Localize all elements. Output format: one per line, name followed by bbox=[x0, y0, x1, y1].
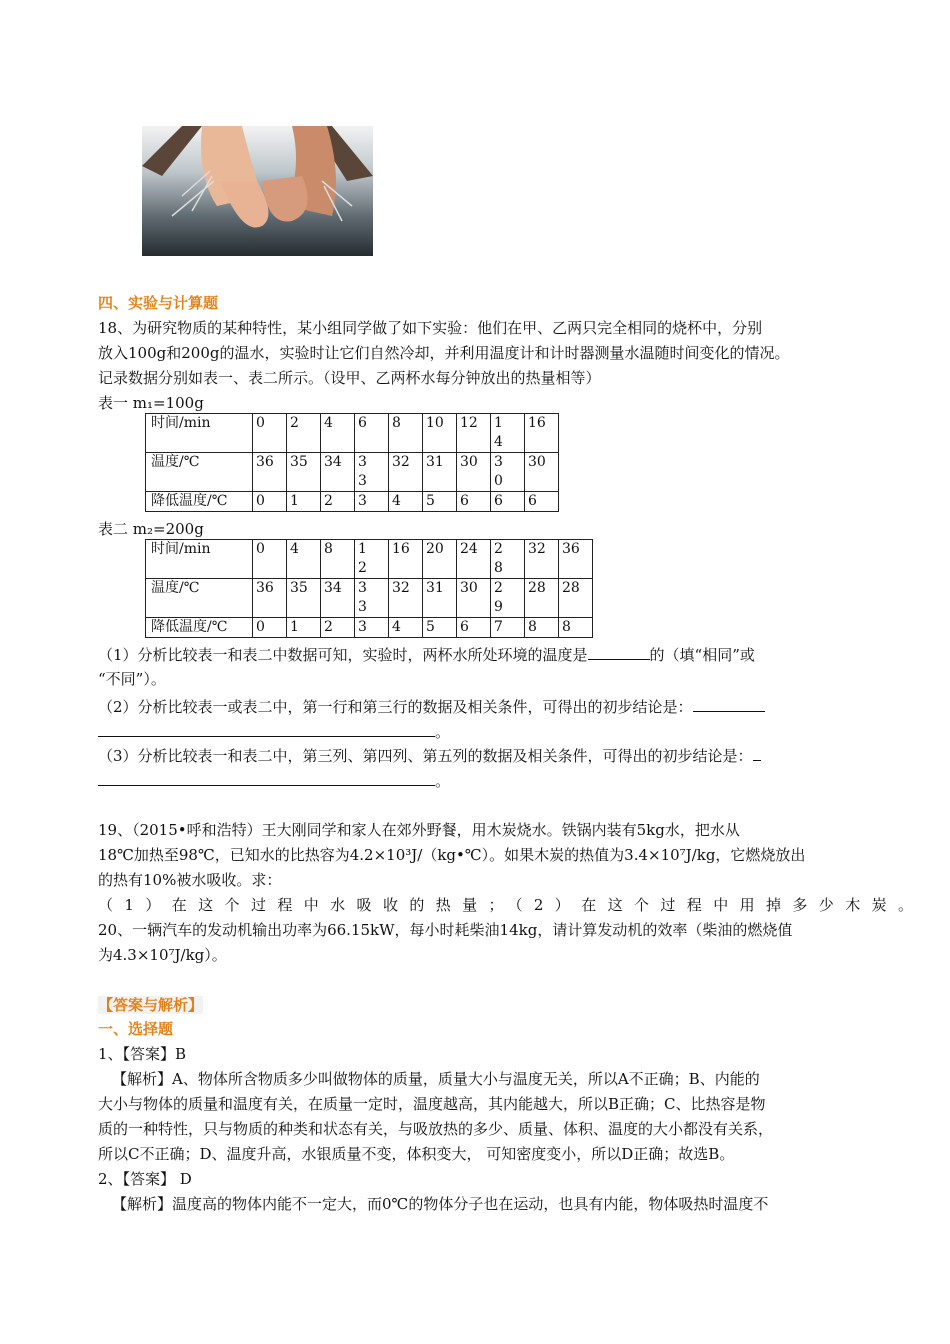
table-cell: 5 bbox=[423, 492, 457, 512]
table-cell: 16 bbox=[389, 540, 423, 579]
table-cell: 7 bbox=[491, 618, 525, 638]
answer-1-text: 所以C不正确；D、温度升高，水银质量不变，体积变大， 可知密度变小，所以D正确；故选B。 bbox=[98, 1145, 735, 1163]
table-cell: 1 bbox=[287, 492, 321, 512]
table-row bbox=[146, 579, 593, 618]
table-cell: 3 3 bbox=[355, 579, 389, 618]
q18-sub2 bbox=[98, 721, 450, 742]
answer-blank[interactable] bbox=[98, 721, 435, 737]
table-cell: 6 bbox=[457, 492, 491, 512]
table-cell: 16 bbox=[525, 414, 559, 453]
table-cell: 10 bbox=[423, 414, 457, 453]
row-label: 温度/℃ bbox=[146, 453, 253, 492]
table-cell: 2 bbox=[321, 492, 355, 512]
table-cell: 4 bbox=[389, 492, 423, 512]
table-row bbox=[146, 492, 559, 512]
data-table-1 bbox=[145, 413, 559, 512]
table-cell: 36 bbox=[253, 579, 287, 618]
sub1-text: 的（填“相同”或 bbox=[649, 646, 755, 664]
table-cell: 1 bbox=[287, 618, 321, 638]
table-cell: 32 bbox=[389, 453, 423, 492]
hands-photo bbox=[142, 126, 373, 256]
answer-1-text: 【解析】A、物体所含物质多少叫做物体的质量，质量大小与温度无关，所以A不正确；B、内能的 bbox=[112, 1070, 760, 1088]
table1-caption: 表一 m₁=100g bbox=[98, 394, 204, 412]
answers-heading: 【答案与解析】 bbox=[98, 996, 204, 1014]
table2-caption: 表二 m₂=200g bbox=[98, 520, 204, 538]
answer-blank[interactable] bbox=[693, 696, 765, 712]
choice-heading: 一、选择题 bbox=[98, 1020, 174, 1038]
answer-blank[interactable] bbox=[98, 770, 435, 786]
table-cell: 8 bbox=[389, 414, 423, 453]
table-cell: 28 bbox=[559, 579, 593, 618]
q19-text: 的热有10%被水吸收。求： bbox=[98, 871, 282, 889]
sub3-text: （3）分析比较表一和表二中，第三列、第四列、第五列的数据及相关条件，可得出的初步结论是： bbox=[98, 747, 753, 765]
q18-sub2 bbox=[98, 696, 765, 717]
table-cell: 6 bbox=[491, 492, 525, 512]
table-cell: 2 9 bbox=[491, 579, 525, 618]
answer-2-text: 【解析】温度高的物体内能不一定大，而0℃的物体分子也在运动，也具有内能，物体吸热时温度不 bbox=[112, 1195, 769, 1213]
table-cell: 6 bbox=[525, 492, 559, 512]
row-label: 降低温度/℃ bbox=[146, 492, 253, 512]
q19-text: 19、（2015•呼和浩特）王大刚同学和家人在郊外野餐，用木炭烧水。铁锅内装有5kg水，把水从 bbox=[98, 821, 740, 839]
table-cell: 35 bbox=[287, 453, 321, 492]
table-cell: 2 bbox=[287, 414, 321, 453]
table-cell: 5 bbox=[423, 618, 457, 638]
table-cell: 3 bbox=[355, 492, 389, 512]
table-cell: 4 bbox=[321, 414, 355, 453]
table-cell: 8 bbox=[559, 618, 593, 638]
table-cell: 12 bbox=[457, 414, 491, 453]
answer-1-head: 1、【答案】B bbox=[98, 1045, 187, 1063]
answer-blank[interactable] bbox=[753, 745, 761, 761]
table-cell: 0 bbox=[253, 618, 287, 638]
table-cell: 3 0 bbox=[491, 453, 525, 492]
row-label: 降低温度/℃ bbox=[146, 618, 253, 638]
table-cell: 1 2 bbox=[355, 540, 389, 579]
q19-text: （1）在这个过程中水吸收的热量；（2）在这个过程中用掉多少木炭。 bbox=[98, 896, 925, 914]
q18-sub3 bbox=[98, 770, 450, 791]
data-table-2 bbox=[145, 539, 593, 638]
q18-sub1 bbox=[98, 644, 755, 665]
q20-text: 20、一辆汽车的发动机输出功率为66.15kW，每小时耗柴油14kg，请计算发动机的效率（柴油的燃烧值 bbox=[98, 921, 793, 939]
q18-sub3 bbox=[98, 745, 761, 766]
table-cell: 30 bbox=[457, 453, 491, 492]
table-cell: 0 bbox=[253, 414, 287, 453]
table-cell: 3 3 bbox=[355, 453, 389, 492]
table-cell: 6 bbox=[355, 414, 389, 453]
table-cell: 8 bbox=[321, 540, 355, 579]
q18-text: 记录数据分别如表一、表二所示。（设甲、乙两杯水每分钟放出的热量相等） bbox=[98, 369, 601, 387]
answer-1-text: 质的一种特性，只与物质的种类和状态有关，与吸放热的多少、质量、体积、温度的大小都没有关系， bbox=[98, 1120, 774, 1138]
table-cell: 31 bbox=[423, 579, 457, 618]
table-cell: 36 bbox=[253, 453, 287, 492]
sub2-end: 。 bbox=[435, 723, 451, 741]
table-cell: 4 bbox=[287, 540, 321, 579]
table-cell: 36 bbox=[559, 540, 593, 579]
table-cell: 32 bbox=[389, 579, 423, 618]
answer-2-head: 2、【答案】 D bbox=[98, 1170, 192, 1188]
table-cell: 8 bbox=[525, 618, 559, 638]
table-row bbox=[146, 414, 559, 453]
table-cell: 32 bbox=[525, 540, 559, 579]
table-cell: 0 bbox=[253, 492, 287, 512]
table-cell: 34 bbox=[321, 453, 355, 492]
table-cell: 2 8 bbox=[491, 540, 525, 579]
answer-1-text: 大小与物体的质量和温度有关，在质量一定时，温度越高，其内能越大，所以B正确；C、比热容是物 bbox=[98, 1095, 766, 1113]
row-label: 温度/℃ bbox=[146, 579, 253, 618]
table-cell: 30 bbox=[457, 579, 491, 618]
q18-text: 放入100g和200g的温水，实验时让它们自然冷却，并利用温度计和计时器测量水温随时间变化的情况。 bbox=[98, 344, 790, 362]
table-cell: 34 bbox=[321, 579, 355, 618]
table-row bbox=[146, 618, 593, 638]
table-cell: 2 bbox=[321, 618, 355, 638]
answer-blank[interactable] bbox=[588, 644, 650, 660]
table-row bbox=[146, 540, 593, 579]
table-cell: 30 bbox=[525, 453, 559, 492]
table-cell: 28 bbox=[525, 579, 559, 618]
table-cell: 24 bbox=[457, 540, 491, 579]
q18-text: 18、为研究物质的某种特性，某小组同学做了如下实验：他们在甲、乙两只完全相同的烧杯中，分别 bbox=[98, 319, 763, 337]
section-heading: 四、实验与计算题 bbox=[98, 294, 219, 312]
sub1-text: （1）分析比较表一和表二中数据可知，实验时，两杯水所处环境的温度是 bbox=[98, 646, 588, 664]
table-cell: 35 bbox=[287, 579, 321, 618]
table-cell: 4 bbox=[389, 618, 423, 638]
table-cell: 3 bbox=[355, 618, 389, 638]
table-row bbox=[146, 453, 559, 492]
row-label: 时间/min bbox=[146, 414, 253, 453]
table-cell: 0 bbox=[253, 540, 287, 579]
q19-text: 18℃加热至98℃，已知水的比热容为4.2×10³J/（kg•℃）。如果木炭的热值为3.4×10⁷J/kg，它燃烧放出 bbox=[98, 846, 806, 864]
table-cell: 31 bbox=[423, 453, 457, 492]
q18-sub1: “不同”）。 bbox=[98, 670, 166, 688]
table-cell: 20 bbox=[423, 540, 457, 579]
sub2-text: （2）分析比较表一或表二中，第一行和第三行的数据及相关条件，可得出的初步结论是： bbox=[98, 698, 693, 716]
table-cell: 1 4 bbox=[491, 414, 525, 453]
table-cell: 6 bbox=[457, 618, 491, 638]
row-label: 时间/min bbox=[146, 540, 253, 579]
q20-text: 为4.3×10⁷J/kg）。 bbox=[98, 946, 227, 964]
sub3-end: 。 bbox=[435, 772, 451, 790]
